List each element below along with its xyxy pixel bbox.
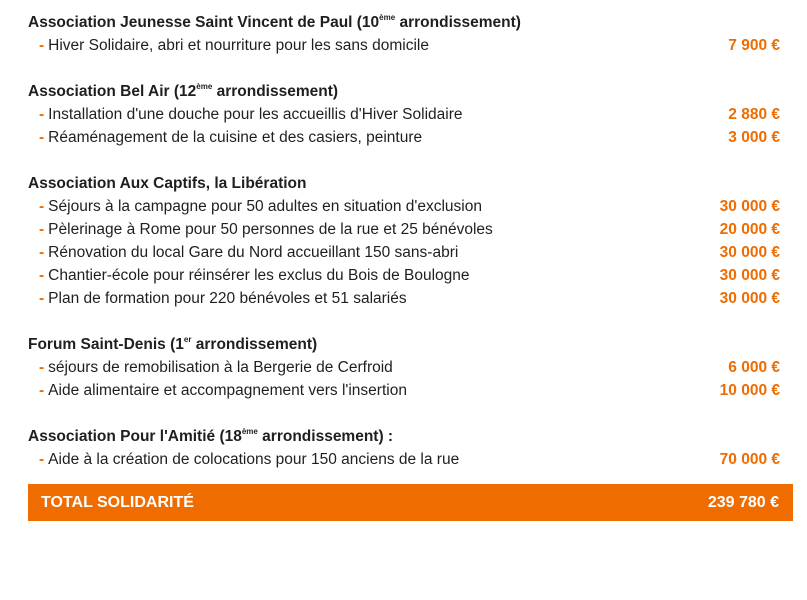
heading-text-end: arrondissement) : [257, 428, 394, 445]
item-label: Pèlerinage à Rome pour 50 personnes de la rue et 25 bénévoles [48, 220, 493, 238]
list-item [28, 126, 780, 149]
heading-text: Association Aux Captifs, la Libération [28, 175, 307, 192]
total-label: TOTAL SOLIDARITÉ [41, 493, 194, 511]
item-amount: 2 880 € [728, 105, 780, 123]
item-amount: 20 000 € [719, 220, 780, 238]
item-amount: 70 000 € [719, 450, 780, 468]
group-heading [28, 425, 780, 448]
item-label: Installation d'une douche pour les accueillis d'Hiver Solidaire [48, 105, 463, 123]
list-item [28, 34, 780, 57]
heading-superscript: ème [196, 82, 213, 91]
list-item [28, 195, 780, 218]
list-item [28, 379, 780, 402]
bullet-dash: - [39, 243, 45, 261]
heading-superscript: er [183, 335, 192, 344]
list-item [28, 448, 780, 471]
item-amount: 30 000 € [719, 197, 780, 215]
bullet-dash: - [39, 197, 45, 215]
item-label: Chantier-école pour réinsérer les exclus du Bois de Boulogne [48, 266, 470, 284]
bullet-dash: - [39, 381, 45, 399]
bullet-dash: - [39, 128, 45, 146]
item-label: séjours de remobilisation à la Bergerie de Cerfroid [48, 358, 393, 376]
item-label: Aide alimentaire et accompagnement vers l'insertion [48, 381, 407, 399]
bullet-dash: - [39, 358, 45, 376]
group-heading [28, 80, 780, 103]
bullet-dash: - [39, 220, 45, 238]
funding-list [28, 11, 780, 494]
list-item [28, 103, 780, 126]
item-label: Aide à la création de colocations pour 150 anciens de la rue [48, 450, 460, 468]
bullet-dash: - [39, 450, 45, 468]
item-label: Plan de formation pour 220 bénévoles et 51 salariés [48, 289, 407, 307]
heading-text-end: arrondissement) [191, 336, 318, 353]
item-amount: 7 900 € [728, 36, 780, 54]
heading-text: Association Bel Air (12 [28, 83, 197, 100]
group-heading [28, 172, 780, 195]
item-label: Hiver Solidaire, abri et nourriture pour les sans domicile [48, 36, 429, 54]
total-bar [28, 484, 793, 521]
item-amount: 3 000 € [728, 128, 780, 146]
list-item [28, 356, 780, 379]
list-item [28, 241, 780, 264]
item-label: Séjours à la campagne pour 50 adultes en situation d'exclusion [48, 197, 482, 215]
item-amount: 6 000 € [728, 358, 780, 376]
item-amount: 30 000 € [719, 289, 780, 307]
list-item [28, 264, 780, 287]
heading-superscript: ème [379, 13, 396, 22]
list-item [28, 218, 780, 241]
group-heading [28, 11, 780, 34]
group-saint-vincent-de-paul [28, 11, 780, 57]
bullet-dash: - [39, 105, 45, 123]
heading-text: Forum Saint-Denis (1 [28, 336, 184, 353]
heading-superscript: ème [241, 427, 258, 436]
item-amount: 30 000 € [719, 243, 780, 261]
heading-text: Association Pour l'Amitié (18 [28, 428, 242, 445]
total-amount: 239 780 € [707, 493, 779, 511]
group-aux-captifs [28, 172, 780, 310]
item-amount: 10 000 € [719, 381, 780, 399]
group-forum-saint-denis [28, 333, 780, 402]
heading-text-end: arrondissement) [395, 14, 521, 31]
heading-text: Association Jeunesse Saint Vincent de Paul (10 [28, 14, 380, 31]
bullet-dash: - [39, 289, 45, 307]
bullet-dash: - [39, 36, 45, 54]
group-heading [28, 333, 780, 356]
item-label: Rénovation du local Gare du Nord accueillant 150 sans-abri [48, 243, 459, 261]
group-pour-l-amitie [28, 425, 780, 471]
bullet-dash: - [39, 266, 45, 284]
list-item [28, 287, 780, 310]
heading-text-end: arrondissement) [212, 83, 339, 100]
group-bel-air [28, 80, 780, 149]
item-amount: 30 000 € [719, 266, 780, 284]
item-label: Réaménagement de la cuisine et des casiers, peinture [48, 128, 423, 146]
